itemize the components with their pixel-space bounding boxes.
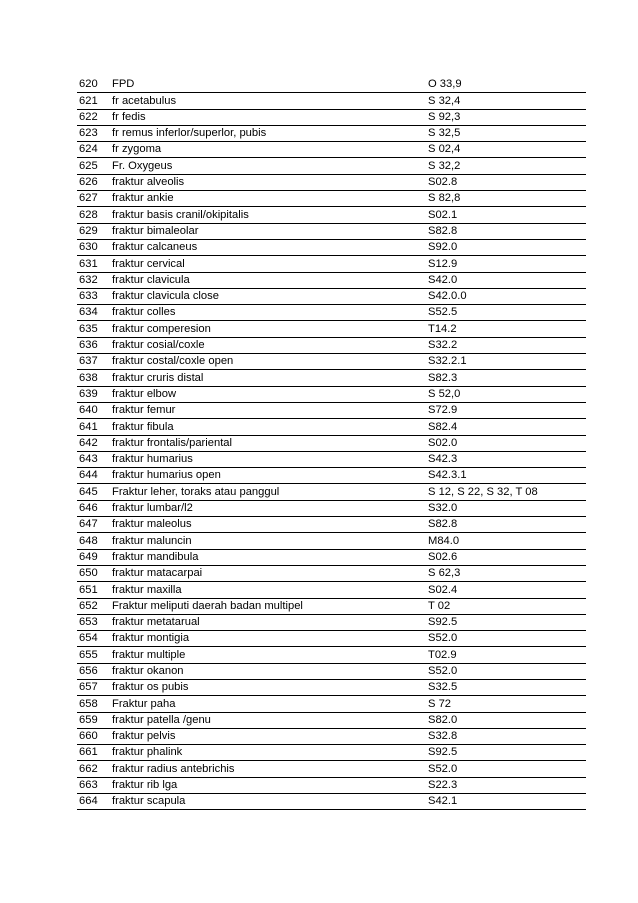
- table-row: [77, 745, 586, 761]
- diagnosis-term-cell: fraktur os pubis: [112, 679, 428, 695]
- row-number-cell: 645: [77, 484, 112, 500]
- row-number-cell: 647: [77, 517, 112, 533]
- table-body: [77, 77, 586, 810]
- icd-code-cell: S 92,3: [428, 109, 586, 125]
- table-row: [77, 239, 586, 255]
- table-row: [77, 256, 586, 272]
- icd-code-cell: S02.6: [428, 549, 586, 565]
- diagnosis-code-table: [77, 77, 586, 810]
- diagnosis-term-cell: fraktur frontalis/pariental: [112, 435, 428, 451]
- icd-code-cell: S52.5: [428, 305, 586, 321]
- diagnosis-term-cell: fraktur lumbar/l2: [112, 500, 428, 516]
- icd-code-cell: S52.0: [428, 631, 586, 647]
- table-row: [77, 370, 586, 386]
- table-row: [77, 125, 586, 141]
- icd-code-cell: S82.0: [428, 712, 586, 728]
- row-number-cell: 622: [77, 109, 112, 125]
- row-number-cell: 657: [77, 679, 112, 695]
- row-number-cell: 659: [77, 712, 112, 728]
- row-number-cell: 640: [77, 402, 112, 418]
- table-row: [77, 533, 586, 549]
- diagnosis-term-cell: fraktur alveolis: [112, 174, 428, 190]
- diagnosis-term-cell: fr zygoma: [112, 142, 428, 158]
- row-number-cell: 633: [77, 288, 112, 304]
- row-number-cell: 637: [77, 354, 112, 370]
- diagnosis-term-cell: fraktur okanon: [112, 663, 428, 679]
- diagnosis-term-cell: fraktur multiple: [112, 647, 428, 663]
- diagnosis-term-cell: FPD: [112, 77, 428, 93]
- row-number-cell: 642: [77, 435, 112, 451]
- icd-code-cell: S 62,3: [428, 565, 586, 581]
- diagnosis-term-cell: fraktur basis cranil/okipitalis: [112, 207, 428, 223]
- diagnosis-term-cell: fr fedis: [112, 109, 428, 125]
- icd-code-cell: S92.5: [428, 614, 586, 630]
- icd-code-cell: S02.1: [428, 207, 586, 223]
- table-row: [77, 451, 586, 467]
- diagnosis-term-cell: fraktur cosial/coxle: [112, 337, 428, 353]
- diagnosis-term-cell: fraktur clavicula close: [112, 288, 428, 304]
- diagnosis-term-cell: fr acetabulus: [112, 93, 428, 109]
- table-row: [77, 549, 586, 565]
- diagnosis-term-cell: fraktur calcaneus: [112, 239, 428, 255]
- table-row: [77, 647, 586, 663]
- row-number-cell: 654: [77, 631, 112, 647]
- icd-code-cell: S52.0: [428, 761, 586, 777]
- table-row: [77, 354, 586, 370]
- table-row: [77, 142, 586, 158]
- table-row: [77, 191, 586, 207]
- diagnosis-term-cell: fraktur comperesion: [112, 321, 428, 337]
- table-row: [77, 337, 586, 353]
- icd-code-cell: T 02: [428, 598, 586, 614]
- row-number-cell: 664: [77, 794, 112, 810]
- table-row: [77, 402, 586, 418]
- table-row: [77, 728, 586, 744]
- table-row: [77, 468, 586, 484]
- icd-code-cell: S32.2: [428, 337, 586, 353]
- table-row: [77, 663, 586, 679]
- icd-code-cell: S32.8: [428, 728, 586, 744]
- row-number-cell: 658: [77, 696, 112, 712]
- icd-code-cell: S 12, S 22, S 32, T 08: [428, 484, 586, 500]
- row-number-cell: 621: [77, 93, 112, 109]
- row-number-cell: 655: [77, 647, 112, 663]
- icd-code-cell: S 02,4: [428, 142, 586, 158]
- icd-code-cell: M84.0: [428, 533, 586, 549]
- table-row: [77, 598, 586, 614]
- row-number-cell: 625: [77, 158, 112, 174]
- icd-code-cell: S 52,0: [428, 386, 586, 402]
- table-row: [77, 272, 586, 288]
- diagnosis-term-cell: fraktur pelvis: [112, 728, 428, 744]
- diagnosis-term-cell: fraktur maxilla: [112, 582, 428, 598]
- table-row: [77, 419, 586, 435]
- row-number-cell: 629: [77, 223, 112, 239]
- row-number-cell: 628: [77, 207, 112, 223]
- row-number-cell: 646: [77, 500, 112, 516]
- diagnosis-term-cell: fraktur femur: [112, 402, 428, 418]
- icd-code-cell: S52.0: [428, 663, 586, 679]
- table-row: [77, 565, 586, 581]
- row-number-cell: 624: [77, 142, 112, 158]
- icd-code-cell: O 33,9: [428, 77, 586, 93]
- row-number-cell: 651: [77, 582, 112, 598]
- row-number-cell: 634: [77, 305, 112, 321]
- table-row: [77, 305, 586, 321]
- row-number-cell: 626: [77, 174, 112, 190]
- icd-code-cell: S82.8: [428, 517, 586, 533]
- table-row: [77, 777, 586, 793]
- diagnosis-term-cell: fraktur ankie: [112, 191, 428, 207]
- table-row: [77, 288, 586, 304]
- table-row: [77, 794, 586, 810]
- diagnosis-term-cell: fraktur cervical: [112, 256, 428, 272]
- row-number-cell: 638: [77, 370, 112, 386]
- row-number-cell: 653: [77, 614, 112, 630]
- row-number-cell: 644: [77, 468, 112, 484]
- diagnosis-term-cell: fraktur rib lga: [112, 777, 428, 793]
- icd-code-cell: S42.1: [428, 794, 586, 810]
- icd-code-cell: T14.2: [428, 321, 586, 337]
- row-number-cell: 663: [77, 777, 112, 793]
- diagnosis-term-cell: fraktur radius antebrichis: [112, 761, 428, 777]
- row-number-cell: 632: [77, 272, 112, 288]
- row-number-cell: 660: [77, 728, 112, 744]
- icd-code-cell: S42.0: [428, 272, 586, 288]
- icd-code-cell: S 72: [428, 696, 586, 712]
- row-number-cell: 627: [77, 191, 112, 207]
- table-row: [77, 109, 586, 125]
- icd-code-cell: S92.5: [428, 745, 586, 761]
- diagnosis-term-cell: fraktur mandibula: [112, 549, 428, 565]
- icd-code-cell: S 32,2: [428, 158, 586, 174]
- table-row: [77, 77, 586, 93]
- table-row: [77, 500, 586, 516]
- table-row: [77, 696, 586, 712]
- icd-code-cell: S92.0: [428, 239, 586, 255]
- table-row: [77, 321, 586, 337]
- icd-code-cell: S22.3: [428, 777, 586, 793]
- row-number-cell: 620: [77, 77, 112, 93]
- diagnosis-term-cell: fraktur patella /genu: [112, 712, 428, 728]
- diagnosis-term-cell: fraktur montigia: [112, 631, 428, 647]
- icd-code-cell: S12.9: [428, 256, 586, 272]
- icd-code-cell: S32.0: [428, 500, 586, 516]
- row-number-cell: 631: [77, 256, 112, 272]
- row-number-cell: 649: [77, 549, 112, 565]
- table-row: [77, 679, 586, 695]
- table-row: [77, 158, 586, 174]
- row-number-cell: 648: [77, 533, 112, 549]
- table-row: [77, 631, 586, 647]
- table-row: [77, 614, 586, 630]
- row-number-cell: 656: [77, 663, 112, 679]
- icd-code-cell: S32.2.1: [428, 354, 586, 370]
- icd-code-cell: S72.9: [428, 402, 586, 418]
- table-row: [77, 223, 586, 239]
- diagnosis-term-cell: fraktur maluncin: [112, 533, 428, 549]
- diagnosis-term-cell: fr remus inferlor/superlor, pubis: [112, 125, 428, 141]
- diagnosis-term-cell: fraktur fibula: [112, 419, 428, 435]
- table-row: [77, 712, 586, 728]
- row-number-cell: 650: [77, 565, 112, 581]
- table-row: [77, 582, 586, 598]
- diagnosis-term-cell: Fraktur leher, toraks atau panggul: [112, 484, 428, 500]
- icd-code-cell: S42.3.1: [428, 468, 586, 484]
- icd-code-cell: S32.5: [428, 679, 586, 695]
- icd-code-cell: S02.0: [428, 435, 586, 451]
- icd-code-cell: S42.0.0: [428, 288, 586, 304]
- icd-code-cell: S02.8: [428, 174, 586, 190]
- row-number-cell: 636: [77, 337, 112, 353]
- diagnosis-term-cell: fraktur metatarual: [112, 614, 428, 630]
- diagnosis-term-cell: fraktur maleolus: [112, 517, 428, 533]
- icd-code-cell: S82.8: [428, 223, 586, 239]
- diagnosis-term-cell: Fr. Oxygeus: [112, 158, 428, 174]
- icd-code-cell: S02.4: [428, 582, 586, 598]
- diagnosis-term-cell: fraktur clavicula: [112, 272, 428, 288]
- row-number-cell: 630: [77, 239, 112, 255]
- row-number-cell: 623: [77, 125, 112, 141]
- diagnosis-term-cell: fraktur phalink: [112, 745, 428, 761]
- diagnosis-term-cell: fraktur colles: [112, 305, 428, 321]
- icd-code-cell: S42.3: [428, 451, 586, 467]
- table-row: [77, 761, 586, 777]
- table-row: [77, 484, 586, 500]
- diagnosis-term-cell: fraktur humarius open: [112, 468, 428, 484]
- icd-code-cell: S82.3: [428, 370, 586, 386]
- table-row: [77, 435, 586, 451]
- icd-code-cell: S 82,8: [428, 191, 586, 207]
- icd-code-cell: S82.4: [428, 419, 586, 435]
- diagnosis-term-cell: fraktur costal/coxle open: [112, 354, 428, 370]
- icd-code-cell: T02.9: [428, 647, 586, 663]
- diagnosis-term-cell: Fraktur paha: [112, 696, 428, 712]
- diagnosis-term-cell: fraktur scapula: [112, 794, 428, 810]
- diagnosis-term-cell: fraktur bimaleolar: [112, 223, 428, 239]
- row-number-cell: 643: [77, 451, 112, 467]
- diagnosis-term-cell: fraktur matacarpai: [112, 565, 428, 581]
- table-row: [77, 207, 586, 223]
- row-number-cell: 641: [77, 419, 112, 435]
- table-row: [77, 93, 586, 109]
- row-number-cell: 662: [77, 761, 112, 777]
- row-number-cell: 652: [77, 598, 112, 614]
- icd-code-cell: S 32,5: [428, 125, 586, 141]
- table-row: [77, 174, 586, 190]
- table-row: [77, 386, 586, 402]
- icd-code-cell: S 32,4: [428, 93, 586, 109]
- row-number-cell: 661: [77, 745, 112, 761]
- diagnosis-term-cell: Fraktur meliputi daerah badan multipel: [112, 598, 428, 614]
- table-row: [77, 517, 586, 533]
- diagnosis-term-cell: fraktur humarius: [112, 451, 428, 467]
- row-number-cell: 635: [77, 321, 112, 337]
- diagnosis-term-cell: fraktur elbow: [112, 386, 428, 402]
- diagnosis-term-cell: fraktur cruris distal: [112, 370, 428, 386]
- row-number-cell: 639: [77, 386, 112, 402]
